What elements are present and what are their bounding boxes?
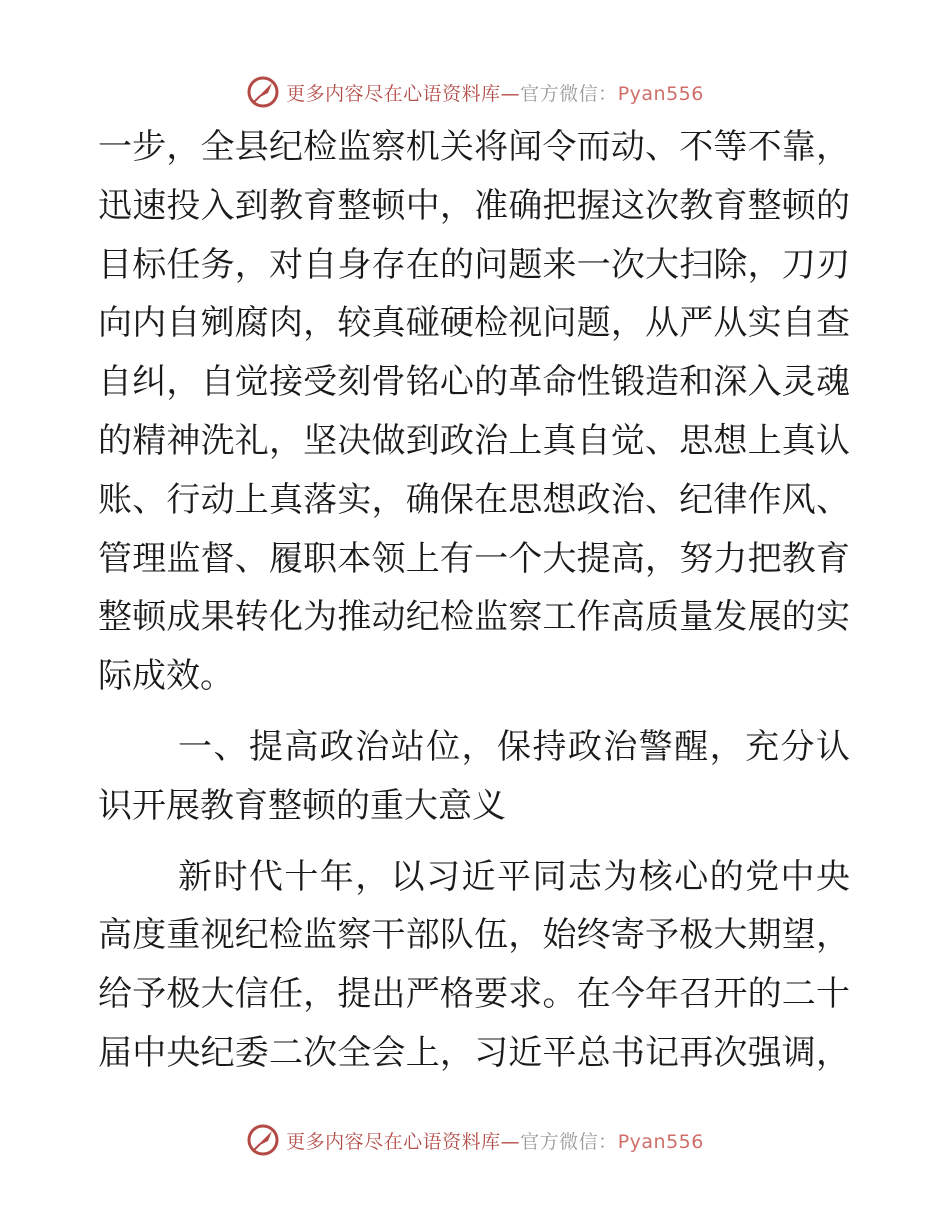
quill-circle-logo-icon xyxy=(246,1123,280,1157)
text-line: 目标任务，对自身存在的问题来一次大扫除，刀刃 xyxy=(98,244,850,285)
text-line: 迅速投入到教育整顿中，准确把握这次教育整顿的 xyxy=(98,185,850,226)
header-banner-wechat-label: 官方微信： xyxy=(520,82,618,105)
header-banner-wechat-id: Pyan556 xyxy=(617,82,704,105)
header-banner xyxy=(0,72,950,112)
footer-banner-wechat-label: 官方微信： xyxy=(520,1130,618,1153)
paragraph-gap xyxy=(98,836,850,848)
footer-banner-separator: — xyxy=(500,1130,521,1153)
header-banner-text xyxy=(286,79,704,106)
header-banner-main: 更多内容尽在心语资料库 xyxy=(286,82,501,105)
paragraph-2 xyxy=(98,848,850,1083)
text-line: 的精神洗礼，坚决做到政治上真自觉、思想上真认 xyxy=(98,420,850,461)
footer-banner-wechat-id: Pyan556 xyxy=(617,1130,704,1153)
heading-line: 一、提高政治站位，保持政治警醒，充分认 xyxy=(178,726,850,767)
text-line: 账、行动上真落实，确保在思想政治、纪律作风、 xyxy=(98,479,850,520)
heading-line: 识开展教育整顿的重大意义 xyxy=(98,785,506,826)
footer-banner-text xyxy=(286,1127,704,1154)
text-line: 届中央纪委二次全会上，习近平总书记再次强调， xyxy=(98,1032,850,1073)
section-heading-1 xyxy=(98,718,850,836)
footer-banner xyxy=(0,1120,950,1160)
text-line: 向内自剜腐肉，较真碰硬检视问题，从严从实自查 xyxy=(98,303,850,344)
footer-banner-main: 更多内容尽在心语资料库 xyxy=(286,1130,501,1153)
text-line: 际成效。 xyxy=(98,656,234,697)
header-banner-separator: — xyxy=(500,82,521,105)
quill-circle-logo-icon xyxy=(246,75,280,109)
text-line: 自纠，自觉接受刻骨铭心的革命性锻造和深入灵魂 xyxy=(98,362,850,403)
text-line: 新时代十年，以习近平同志为核心的党中央 xyxy=(178,856,850,897)
text-line: 给予极大信任，提出严格要求。在今年召开的二十 xyxy=(98,974,850,1015)
text-line: 一步，全县纪检监察机关将闻令而动、不等不靠， xyxy=(98,127,850,167)
text-line: 高度重视纪检监察干部队伍，始终寄予极大期望， xyxy=(98,915,850,956)
paragraph-1 xyxy=(98,118,850,706)
document-body xyxy=(98,118,850,1083)
paragraph-gap xyxy=(98,706,850,718)
text-line: 整顿成果转化为推动纪检监察工作高质量发展的实 xyxy=(98,597,850,638)
text-line: 管理监督、履职本领上有一个大提高，努力把教育 xyxy=(98,538,850,579)
